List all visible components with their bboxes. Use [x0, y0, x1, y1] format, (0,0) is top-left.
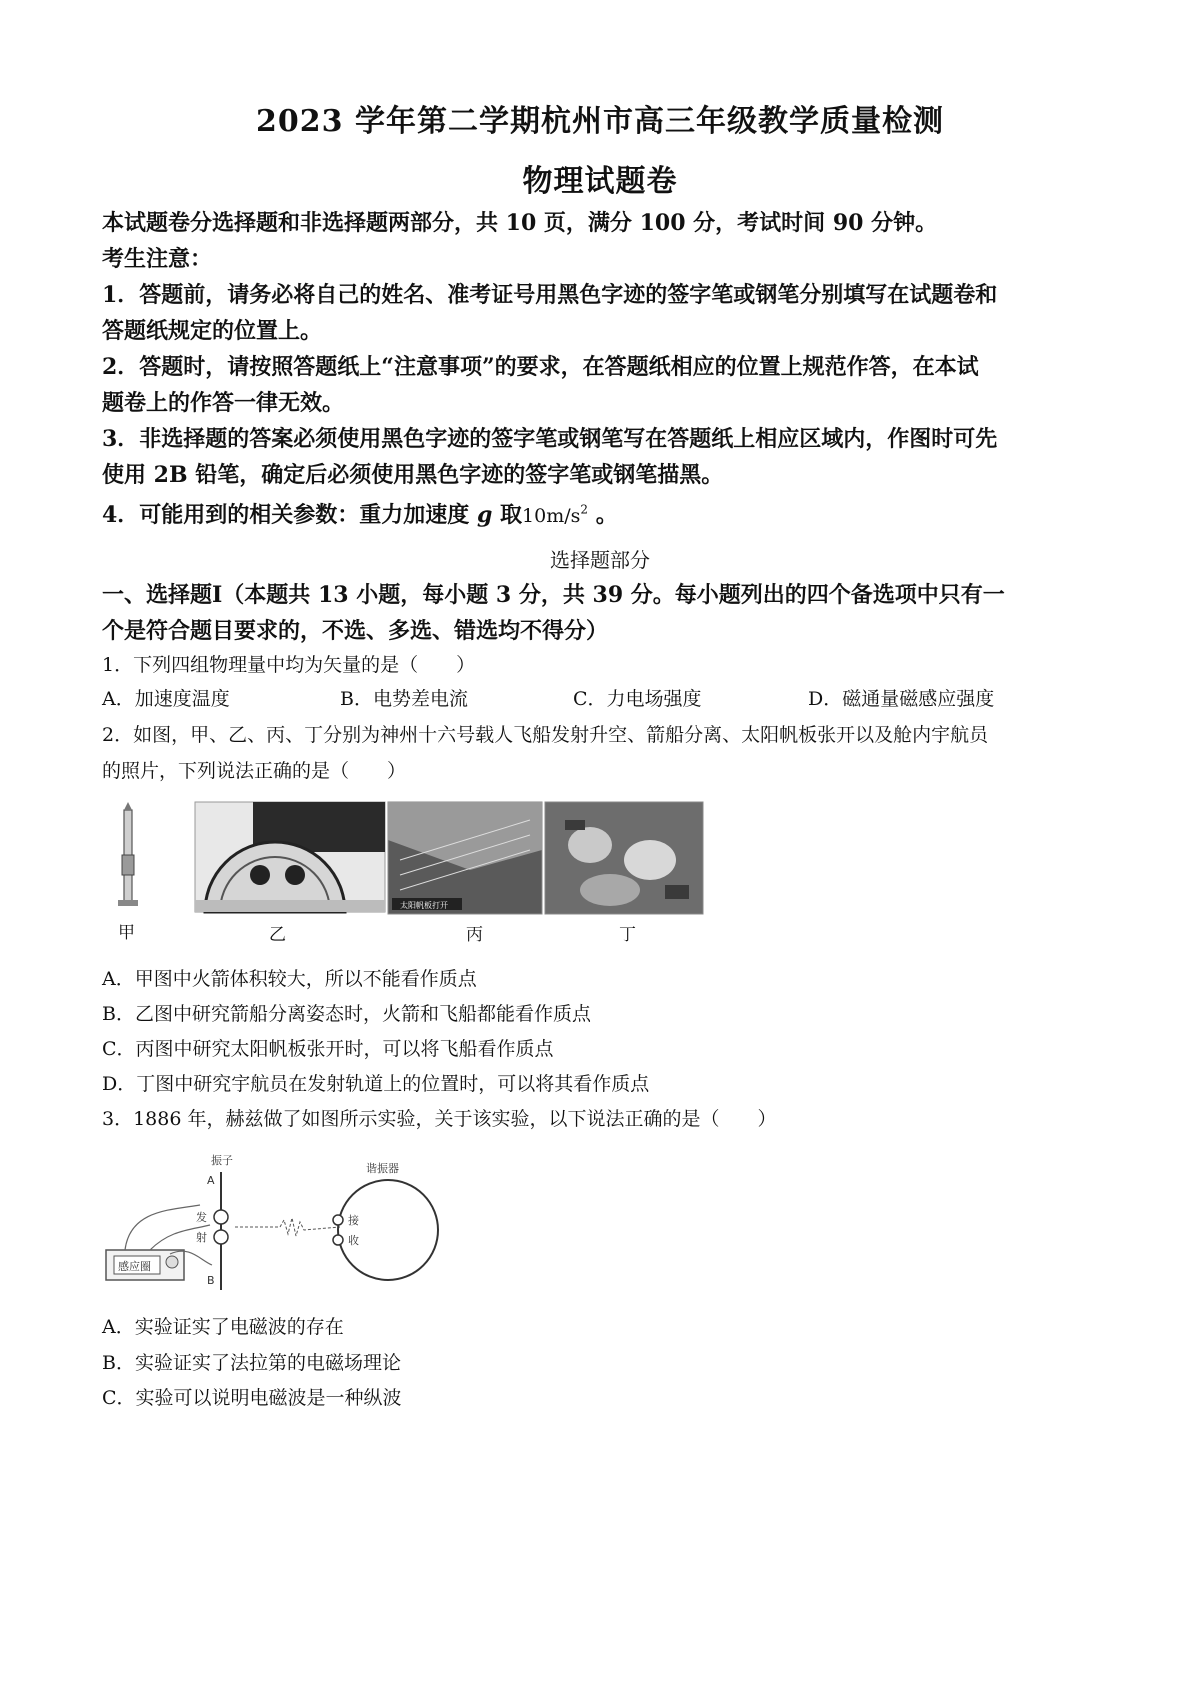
recv-label-2: 收 — [348, 1234, 359, 1247]
notice-3a: 3．非选择题的答案必须使用黑色字迹的签字笔或钢笔写在答题纸上相应区域内，作图时可先 — [102, 426, 998, 452]
part1-line-a: 一、选择题Ⅰ（本题共 13 小题，每小题 3 分，共 39 分。每小题列出的四个备选项中只有一 — [102, 582, 1005, 608]
notice-4-value: 10m/s — [522, 505, 581, 527]
intro-line: 本试题卷分选择题和非选择题两部分，共 10 页，满分 100 分，考试时间 90 分钟。 — [102, 210, 938, 236]
q1-option-d: D．磁通量磁感应强度 — [808, 688, 995, 710]
resonator-ring — [338, 1180, 438, 1280]
q1-option-c: C．力电场强度 — [573, 688, 702, 710]
notice-4-end: 。 — [588, 502, 618, 528]
q3-figure — [100, 1150, 450, 1290]
recv-label-1: 接 — [348, 1214, 359, 1227]
q3-option-b: B．实验证实了法拉第的电磁场理论 — [102, 1352, 401, 1374]
q2-figure — [110, 800, 710, 940]
q2-option-c: C．丙图中研究太阳帆板张开时，可以将飞船看作质点 — [102, 1038, 554, 1060]
q2-option-b: B．乙图中研究箭船分离姿态时，火箭和飞船都能看作质点 — [102, 1003, 591, 1025]
point-b-label: B — [207, 1274, 215, 1287]
fig-label-bing: 丙 — [466, 925, 483, 945]
point-a-label: A — [207, 1174, 215, 1187]
part1-line-b: 个是符合题目要求的，不选、多选、错选均不得分） — [102, 618, 609, 644]
notice-1a: 1．答题前，请务必将自己的姓名、准考证号用黑色字迹的签字笔或钢笔分别填写在试题卷和 — [102, 282, 998, 308]
resonator-label: 谐振器 — [366, 1162, 399, 1175]
notice-4-g: g — [476, 502, 493, 528]
q2-stem-b: 的照片，下列说法正确的是（ ） — [102, 760, 407, 782]
notice-3b: 使用 2B 铅笔，确定后必须使用黑色字迹的签字笔或钢笔描黑。 — [102, 462, 724, 488]
coil-label: 感应圈 — [118, 1260, 151, 1273]
exam-title: 2023 学年第二学期杭州市高三年级教学质量检测 — [256, 104, 944, 139]
wave-line — [235, 1218, 340, 1236]
q3-stem: 3．1886 年，赫兹做了如图所示实验，关于该实验，以下说法正确的是（ ） — [102, 1108, 777, 1130]
section-heading: 选择题部分 — [550, 548, 650, 572]
emit-label-1: 发 — [196, 1211, 207, 1224]
notice-4-prefix: 4．可能用到的相关参数：重力加速度 — [102, 502, 477, 528]
notice-2b: 题卷上的作答一律无效。 — [102, 390, 345, 416]
emit-label-2: 射 — [196, 1231, 207, 1244]
fig-label-yi: 乙 — [269, 925, 286, 945]
q3-option-a: A．实验证实了电磁波的存在 — [102, 1316, 344, 1338]
exam-subtitle: 物理试题卷 — [522, 164, 678, 199]
notice-4 — [102, 498, 618, 529]
notice-1b: 答题纸规定的位置上。 — [102, 318, 323, 344]
oscillator-label: 振子 — [211, 1154, 233, 1167]
photo-bing-solar-panel — [388, 802, 542, 914]
notice-4-mid: 取 — [492, 502, 523, 528]
q1-option-a: A．加速度温度 — [102, 688, 230, 710]
q2-option-d: D．丁图中研究宇航员在发射轨道上的位置时，可以将其看作质点 — [102, 1073, 650, 1095]
notice-4-exponent: 2 — [580, 502, 589, 517]
photo-bing-caption: 太阳帆板打开 — [400, 901, 448, 910]
fig-label-jia: 甲 — [118, 923, 135, 943]
q2-option-a: A．甲图中火箭体积较大，所以不能看作质点 — [102, 968, 477, 990]
q2-stem-a: 2．如图，甲、乙、丙、丁分别为神州十六号载人飞船发射升空、箭船分离、太阳帆板张开以及舱内宇航员 — [102, 724, 989, 746]
photo-ding-astronauts — [545, 802, 703, 914]
notice-heading: 考生注意： — [102, 246, 213, 272]
fig-label-ding: 丁 — [619, 925, 636, 945]
q3-option-c: C．实验可以说明电磁波是一种纵波 — [102, 1387, 402, 1409]
q1-option-b: B．电势差电流 — [340, 688, 468, 710]
photo-jia-rocket — [118, 802, 138, 906]
notice-2a: 2．答题时，请按照答题纸上“注意事项”的要求，在答题纸相应的位置上规范作答，在本试 — [102, 354, 979, 380]
q1-stem: 1．下列四组物理量中均为矢量的是（ ） — [102, 654, 476, 676]
photo-yi-separation — [195, 802, 385, 912]
